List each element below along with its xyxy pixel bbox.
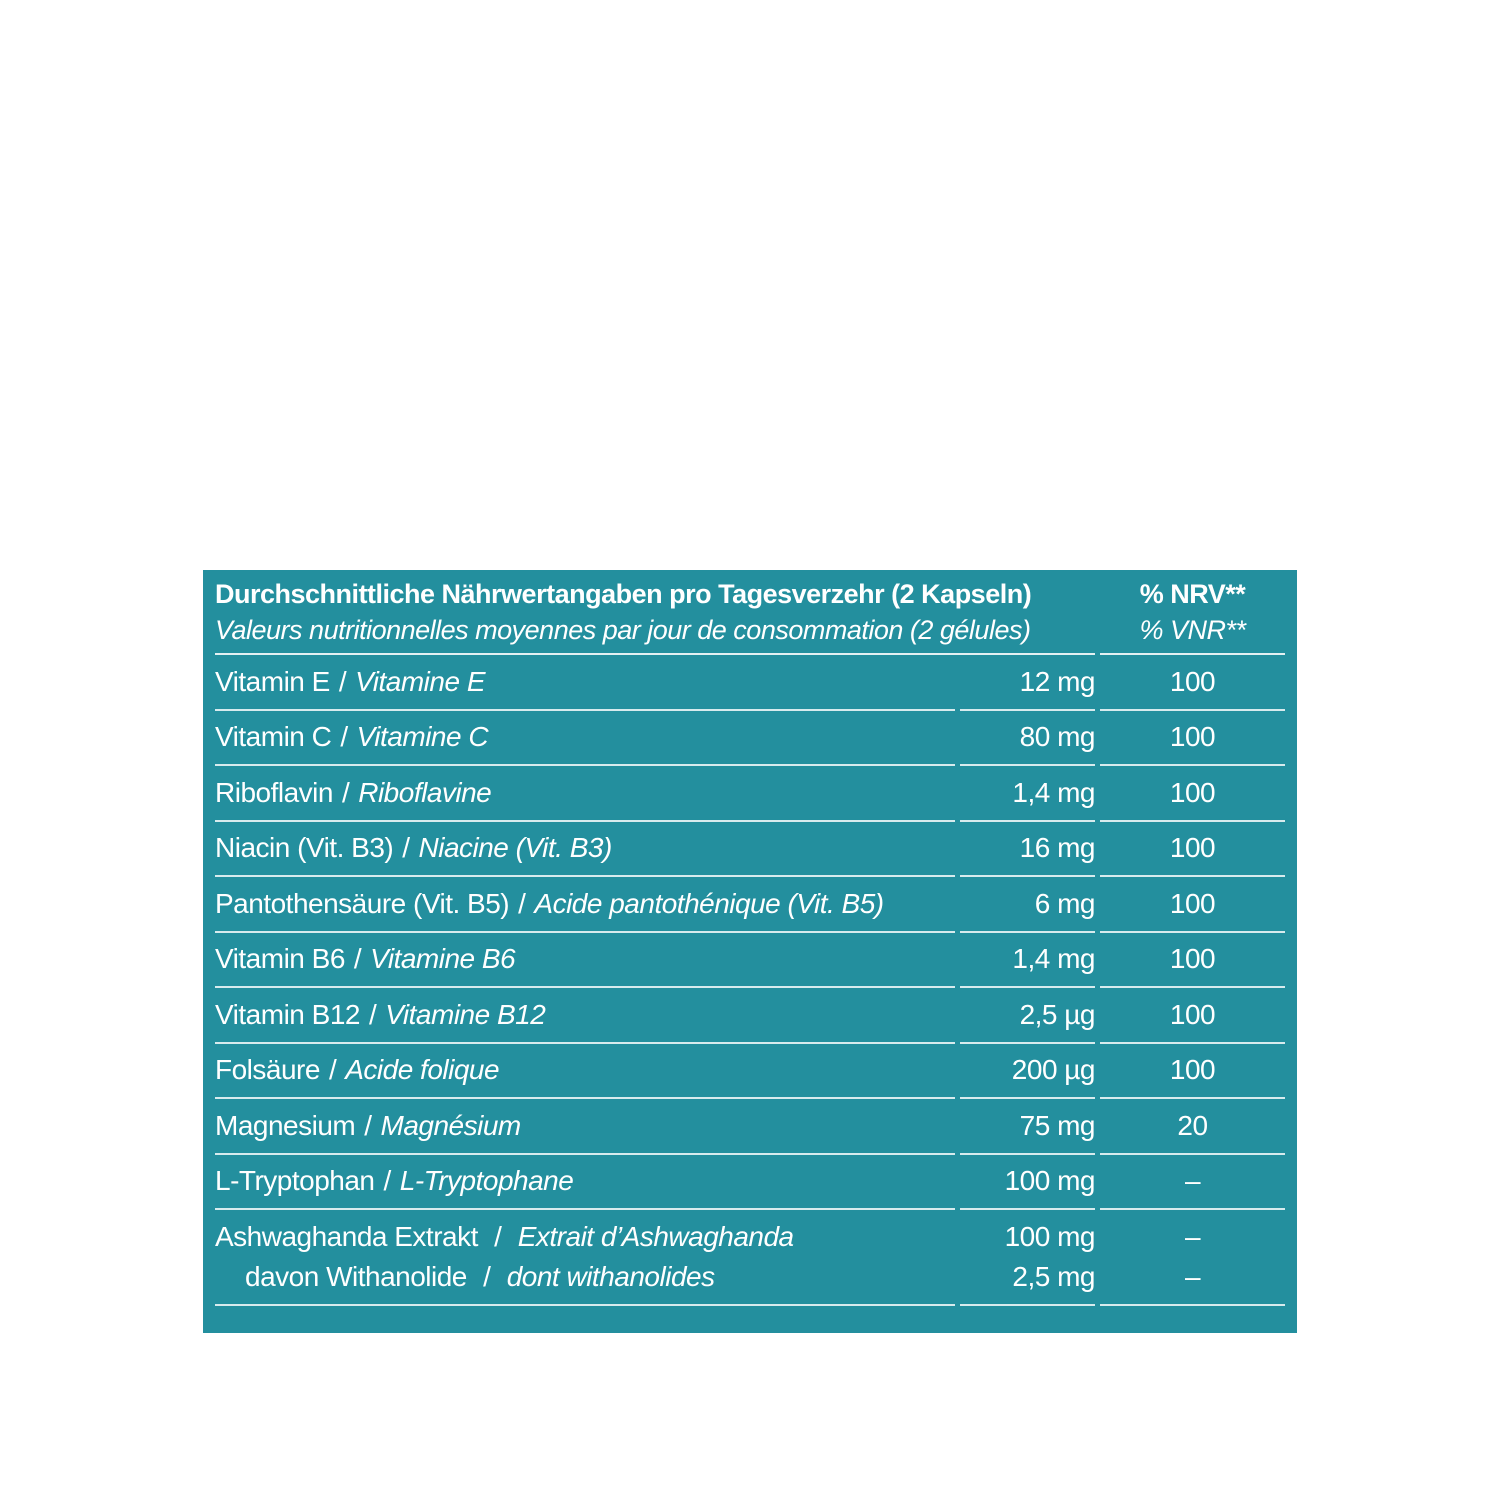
- table-row-folsaeure: [215, 1044, 1285, 1100]
- amount-subvalue: 2,5 mg: [1012, 1261, 1095, 1292]
- table-row-pantothensaeure: [215, 877, 1285, 933]
- table-title-french: Valeurs nutritionnelles moyennes par jour de consommation (2 gélules): [215, 614, 1031, 645]
- nutrient-name-fr: Vitamine B6: [370, 943, 516, 975]
- nrv-value: –: [1100, 1155, 1285, 1211]
- name-separator: /: [364, 1109, 372, 1141]
- table-row-niacin: [215, 822, 1285, 878]
- name-separator: /: [341, 776, 350, 808]
- nutrient-subname-de: davon Withanolide: [245, 1261, 467, 1292]
- nutrient-name-de: L-Tryptophan: [215, 1165, 375, 1197]
- nutrient-name-fr: Acide folique: [345, 1054, 500, 1086]
- nrv-column-header: [1100, 570, 1285, 655]
- nrv-value: 100: [1100, 766, 1285, 822]
- table-row-vitamin-c: [215, 711, 1285, 767]
- nrv-value: 100: [1100, 988, 1285, 1044]
- nutrient-name: [215, 877, 955, 933]
- nutrient-name-fr: Riboflavine: [358, 776, 492, 808]
- nutrient-name-fr: Niacine (Vit. B3): [418, 832, 612, 864]
- nutrient-name-fr: Vitamine B12: [385, 998, 546, 1030]
- name-separator: /: [402, 832, 410, 864]
- nutrient-name: [215, 1044, 955, 1100]
- amount-value: 100 mg: [1004, 1221, 1095, 1252]
- amount-value: 75 mg: [960, 1099, 1095, 1155]
- amount-value: 16 mg: [960, 822, 1095, 878]
- nrv-value: 20: [1100, 1099, 1285, 1155]
- nutrient-name-fr: Vitamine E: [355, 665, 485, 697]
- amount-value: 80 mg: [960, 711, 1095, 767]
- table-row-vitamin-e: [215, 655, 1285, 711]
- nrv-value: 100: [1100, 711, 1285, 767]
- nutrient-name-de: Magnesium: [215, 1109, 356, 1141]
- nutrient-name-fr: L-Tryptophane: [399, 1165, 574, 1197]
- nrv-header-french: % VNR**: [1139, 614, 1246, 645]
- table-title-german: Durchschnittliche Nährwertangaben pro Tagesverzehr (2 Kapseln): [215, 578, 1032, 609]
- nutrient-name: [215, 933, 955, 989]
- nutrient-name-de: Vitamin C: [215, 721, 332, 753]
- nrv-value: 100: [1100, 822, 1285, 878]
- name-separator: /: [328, 1054, 337, 1086]
- name-separator: /: [353, 943, 362, 975]
- name-separator: /: [518, 887, 526, 919]
- nrv-value: 100: [1100, 1044, 1285, 1100]
- table-row-vitamin-b12: [215, 988, 1285, 1044]
- nutrient-name-de: Vitamin B12: [215, 998, 360, 1030]
- nrv-subvalue: –: [1184, 1261, 1201, 1292]
- nutrient-name: [215, 1099, 955, 1155]
- nutrient-name-de: Riboflavin: [215, 776, 333, 808]
- table-header-row: [215, 570, 1285, 655]
- nutrient-name-de: Ashwaghanda Extrakt: [215, 1221, 478, 1252]
- nutrient-name: [215, 1210, 955, 1306]
- nutrient-name-de: Niacin (Vit. B3): [215, 832, 394, 864]
- nutrient-name-de: Pantothensäure (Vit. B5): [215, 887, 510, 919]
- nutrient-name-fr: Extrait d’Ashwaghanda: [517, 1221, 794, 1252]
- nrv-value: 100: [1100, 933, 1285, 989]
- nutrient-name-fr: Vitamine C: [356, 721, 489, 753]
- table-row-ashwaghanda: [215, 1210, 1285, 1306]
- nutrient-name: [215, 766, 955, 822]
- name-separator: /: [494, 1221, 502, 1252]
- amount-values: [960, 1210, 1095, 1306]
- name-separator: /: [383, 1165, 391, 1197]
- amount-value: 100 mg: [960, 1155, 1095, 1211]
- nrv-value: –: [1184, 1221, 1201, 1252]
- table-row-l-tryptophan: [215, 1155, 1285, 1211]
- nutrient-name-main: [215, 1217, 794, 1257]
- nutrient-name-sub: [215, 1257, 715, 1297]
- nutrition-facts-table: [203, 570, 1297, 1333]
- amount-value: 2,5 µg: [960, 988, 1095, 1044]
- nrv-value: 100: [1100, 655, 1285, 711]
- table-row-riboflavin: [215, 766, 1285, 822]
- table-header-titles: [215, 570, 1095, 655]
- nutrient-subname-fr: dont withanolides: [506, 1261, 715, 1292]
- nutrient-name-de: Folsäure: [215, 1054, 320, 1086]
- name-separator: /: [340, 721, 348, 753]
- nutrient-name-fr: Acide pantothénique (Vit. B5): [534, 887, 884, 919]
- nutrient-name-fr: Magnésium: [380, 1109, 521, 1141]
- nutrient-name-de: Vitamin E: [215, 665, 330, 697]
- nutrient-name: [215, 1155, 955, 1211]
- nutrient-name-de: Vitamin B6: [215, 943, 345, 975]
- nrv-value: 100: [1100, 877, 1285, 933]
- name-separator: /: [368, 998, 377, 1030]
- nutrient-name: [215, 711, 955, 767]
- amount-value: 1,4 mg: [960, 766, 1095, 822]
- amount-value: 200 µg: [960, 1044, 1095, 1100]
- name-separator: /: [338, 665, 347, 697]
- amount-value: 1,4 mg: [960, 933, 1095, 989]
- nrv-values: [1100, 1210, 1285, 1306]
- table-row-vitamin-b6: [215, 933, 1285, 989]
- nutrient-name: [215, 822, 955, 878]
- table-bottom-padding: [215, 1306, 1285, 1331]
- amount-value: 12 mg: [960, 655, 1095, 711]
- amount-value: 6 mg: [960, 877, 1095, 933]
- name-separator: /: [483, 1261, 491, 1292]
- nrv-header-german: % NRV**: [1139, 578, 1246, 609]
- nutrient-name: [215, 655, 955, 711]
- nutrient-name: [215, 988, 955, 1044]
- table-row-magnesium: [215, 1099, 1285, 1155]
